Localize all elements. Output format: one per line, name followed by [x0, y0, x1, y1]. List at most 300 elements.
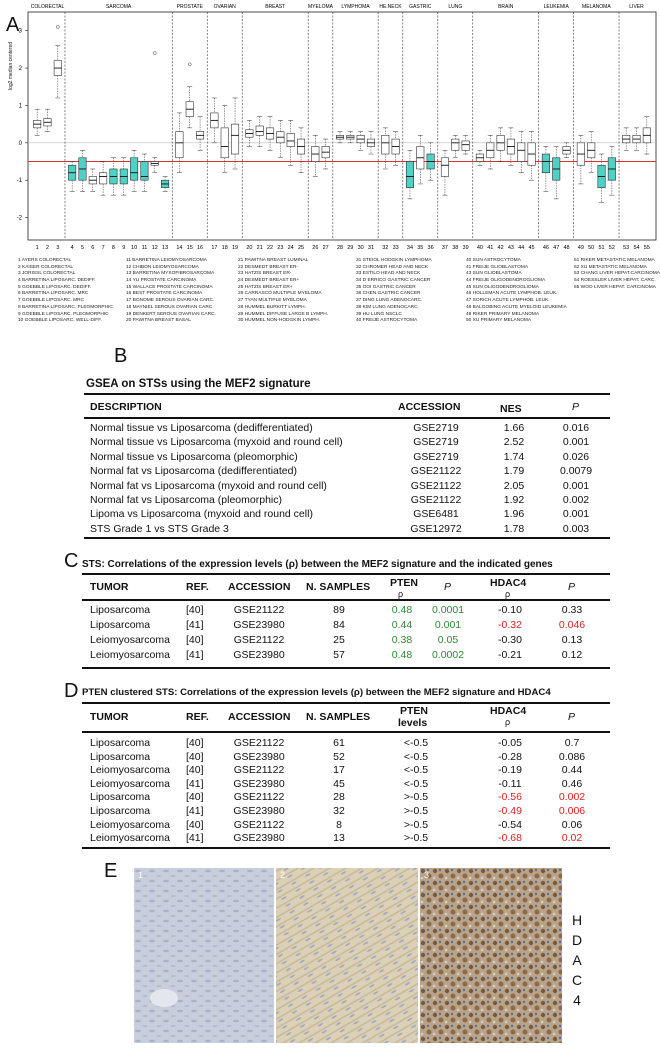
- legend-item: 1 AYERS COLORECTAL: [18, 258, 72, 263]
- table-c-cell-accession: GSE21122: [233, 604, 285, 616]
- table-d-cell-samples: 13: [333, 832, 345, 845]
- table-d-cell-ref: [40]: [186, 764, 204, 777]
- legend-item: 24 DESMEDT BREAST ER+: [238, 278, 300, 284]
- x-tick-label: 42: [497, 245, 504, 251]
- table-c-header-pten: PTEN: [390, 577, 419, 589]
- table-c-cell-accession: GSE23980: [233, 649, 285, 661]
- x-tick-label: 25: [297, 245, 305, 251]
- table-d-cell-tumor: Leiomyosarcoma: [90, 764, 170, 777]
- box-14: [176, 132, 183, 158]
- x-tick-label: 46: [542, 245, 549, 251]
- table-d-cell-rho: -0.56: [498, 791, 522, 804]
- table-c-top-rule: [82, 573, 610, 575]
- x-tick-label: 26: [312, 245, 319, 251]
- x-tick-label: 36: [427, 245, 434, 251]
- legend-item: 18 MAYNIEL SEROUS OVARIAN CARC.: [126, 304, 214, 310]
- table-c-cell-ref: [41]: [186, 619, 204, 631]
- legend-item: 38 KIM LUNG ADENOCARC.: [356, 304, 419, 310]
- table-c-cell-pten-p: 0.001: [434, 619, 462, 631]
- legend-item: 46 HOLLEMAN ACUTE LYMPHOB. LEUK.: [466, 291, 558, 297]
- table-d-header-accession: ACCESSION: [228, 711, 291, 723]
- legend-item: 8 BARRETINA LIPOSARC. PLEOMORPHIC: [18, 304, 113, 310]
- x-tick-label: 45: [528, 245, 535, 251]
- table-c-cell-hdac-p: 0.12: [561, 649, 583, 661]
- table-d-cell-p: 0.06: [561, 818, 583, 831]
- table-d-cell-p: 0.02: [561, 832, 583, 845]
- x-tick-label: 11: [141, 245, 148, 251]
- table-b-cell-description: Normal tissue vs Liposarcoma (dedifferentiated): [90, 422, 313, 434]
- legend-item: 35 OOI GASTRIC CANCER: [356, 284, 416, 290]
- table-b-cell-description: Normal fat vs Liposarcoma (dedifferentiated): [90, 465, 297, 478]
- legend-item: 20 PAWITNA BREAST BASAL: [126, 318, 191, 324]
- table-d-header-levels: levels: [398, 717, 428, 729]
- x-tick-label: 55: [643, 245, 650, 251]
- table-b-cell-p: 0.0079: [559, 465, 593, 478]
- table-d-title: PTEN clustered STS: Correlations of the expression levels (ρ) between the MEF2 signature and HDAC4: [82, 687, 551, 698]
- box-11: [141, 162, 148, 181]
- table-c-header-pten-rho: ρ: [398, 589, 404, 599]
- x-tick-label: 15: [186, 245, 193, 251]
- table-c-title: STS: Correlations of the expression levels (ρ) between the MEF2 signature and the indicated genes: [82, 559, 553, 570]
- table-d-cell-levels: >-0.5: [403, 818, 429, 831]
- side-label-a: A: [572, 952, 582, 968]
- box-18: [221, 128, 228, 158]
- table-c-cell-samples: 89: [333, 604, 345, 616]
- panel-letter-b: B: [114, 345, 128, 367]
- group-label: LYMPHOMA: [341, 4, 370, 10]
- table-d-cell-samples: 61: [333, 737, 345, 749]
- ihc-image-3-texture: [420, 868, 562, 1043]
- legend-item: 40 FREIJE ASTROCYTOMA: [356, 318, 418, 324]
- table-d-bottom-rule: [82, 847, 610, 849]
- group-label: COLORECTAL: [30, 4, 65, 10]
- table-d-cell-accession: GSE21122: [233, 791, 285, 804]
- table-d-cell-levels: <-0.5: [403, 737, 429, 749]
- table-b-header-p: P: [572, 401, 580, 413]
- table-d-cell-ref: [41]: [186, 777, 204, 790]
- x-tick-label: 40: [476, 245, 483, 251]
- legend-item: 14 YU PROSTATE CARCINOMA: [126, 278, 197, 284]
- table-b-cell-nes: 2.05: [503, 479, 525, 492]
- legend-item: 45 SUN OLIGODENDROGLIOMA: [466, 284, 539, 290]
- x-tick-label: 6: [91, 245, 95, 251]
- table-d-cell-rho: -0.49: [498, 805, 522, 817]
- x-tick-label: 16: [197, 245, 204, 251]
- table-c-cell-accession: GSE21122: [233, 634, 285, 646]
- table-c-cell-hdac-rho: -0.32: [498, 619, 522, 631]
- x-tick-label: 19: [231, 245, 239, 251]
- x-tick-label: 27: [322, 245, 329, 251]
- group-label: LIVER: [629, 4, 644, 10]
- table-c-cell-tumor: Liposarcoma: [90, 619, 151, 631]
- x-tick-label: 51: [598, 245, 605, 251]
- legend-item: 11 BARRETINA LEIOMYOSARCOMA: [126, 258, 207, 263]
- panel-letter-e: E: [104, 860, 118, 882]
- box-39: [462, 141, 469, 150]
- table-d-header-rho: ρ: [505, 717, 511, 727]
- group-label: GASTRIC: [409, 4, 432, 10]
- x-tick-label: 43: [507, 245, 514, 251]
- table-b-cell-p: 0.001: [562, 436, 590, 449]
- table-c-header-pten-p: P: [444, 581, 452, 593]
- table-b-cell-description: STS Grade 1 vs STS Grade 3: [90, 522, 229, 535]
- legend-item: 23 HATZIS BREAST ER-: [238, 271, 292, 277]
- table-d-cell-p: 0.006: [558, 805, 586, 817]
- legend-item: 40 SUN ASTROCYTOMA: [466, 258, 521, 263]
- legend-item: 4 BARRETINA LIPOSARC. DEDIFF.: [18, 278, 96, 284]
- table-b-cell-p: 0.016: [562, 422, 590, 434]
- table-d-cell-samples: 17: [333, 764, 345, 777]
- table-d-cell-samples: 28: [333, 791, 345, 804]
- table-c-cell-pten-p: 0.05: [437, 634, 459, 646]
- legend-item: 53 CHANG LIVER HEPAT.CARCINOMA: [574, 271, 660, 277]
- legend-item: 12 CHIBON LEIOMYOSARCOMA: [126, 264, 199, 270]
- group-label: MELANOMA: [582, 4, 611, 10]
- box-46: [542, 154, 549, 173]
- x-tick-label: 39: [462, 245, 469, 251]
- table-b-cell-description: Normal fat vs Liposarcoma (pleomorphic): [90, 494, 282, 506]
- table-d-cell-p: 0.002: [558, 791, 586, 804]
- x-tick-label: 22: [266, 245, 274, 251]
- x-tick-label: 38: [452, 245, 459, 251]
- y-tick-label: -1: [16, 178, 22, 185]
- table-d-cell-samples: 8: [336, 818, 342, 831]
- x-tick-label: 47: [553, 245, 560, 251]
- panel-letter-d: D: [64, 680, 79, 702]
- group-label: LUNG: [448, 4, 463, 10]
- table-b-header-description: DESCRIPTION: [90, 401, 162, 413]
- table-d-cell-tumor: Leiomyosarcoma: [90, 832, 170, 845]
- y-tick-label: 1: [18, 103, 22, 110]
- side-label-h: H: [571, 912, 583, 928]
- table-d-cell-p: 0.086: [558, 750, 586, 763]
- x-tick-label: 1: [35, 245, 39, 251]
- table-c-header-hdac4: HDAC4: [490, 577, 527, 589]
- table-c-header-hdac-p: P: [568, 581, 576, 593]
- table-b-cell-description: Normal fat vs Liposarcoma (myxoid and round cell): [90, 479, 327, 492]
- side-label-4: 4: [573, 992, 581, 1008]
- table-b-cell-accession: GSE21122: [410, 465, 462, 478]
- table-c-cell-pten-p: 0.0002: [431, 649, 465, 661]
- ihc-image-2-texture: [276, 868, 418, 1043]
- table-b-cell-accession: GSE21122: [410, 494, 462, 506]
- table-d-cell-tumor: Leiomyosarcoma: [90, 777, 170, 790]
- box-44: [518, 143, 525, 162]
- table-d-cell-rho: -0.54: [498, 818, 522, 831]
- y-tick-label: 3: [18, 28, 22, 35]
- table-c-cell-hdac-rho: -0.30: [498, 634, 522, 646]
- group-label: SARCOMA: [105, 4, 132, 10]
- table-c-cell-tumor: Leiomyosarcoma: [90, 634, 170, 646]
- table-c-header-tumor: TUMOR: [90, 581, 129, 593]
- legend-item: 15 WALLACE PROSTATE CARCINOMA: [126, 284, 213, 290]
- x-tick-label: 29: [347, 245, 354, 251]
- legend-item: 26 CARRASCO MULTIPLE MYELOMA: [238, 291, 322, 297]
- box-24: [287, 133, 294, 146]
- table-c-cell-hdac-rho: -0.10: [498, 604, 522, 616]
- table-b-cell-nes: 1.96: [503, 508, 525, 521]
- table-d-cell-accession: GSE23980: [233, 777, 285, 790]
- x-tick-label: 21: [256, 245, 263, 251]
- table-d-cell-levels: <-0.5: [403, 764, 429, 777]
- group-label: LEUKEMIA: [543, 4, 569, 10]
- table-b-cell-nes: 1.66: [503, 422, 525, 434]
- table-b-cell-p: 0.001: [562, 479, 590, 492]
- table-b-cell-accession: GSE12972: [410, 522, 462, 535]
- x-tick-label: 33: [392, 245, 399, 251]
- side-label-d: D: [571, 932, 583, 948]
- x-tick-label: 17: [211, 245, 218, 251]
- legend-item: 21 PAWITNA BREAST LUMINAL: [238, 258, 309, 263]
- legend-item: 54 ROESSLER LIVER HEPAT. CARC.: [574, 278, 656, 284]
- legend-item: 10 GOEBBLE LIPOSARC. WELL-DIFF.: [18, 318, 102, 324]
- x-tick-label: 54: [633, 245, 640, 251]
- box-34: [406, 162, 413, 188]
- table-d-cell-levels: >-0.5: [403, 805, 429, 817]
- table-b-cell-nes: 1.74: [503, 450, 525, 463]
- table-d-cell-levels: >-0.5: [403, 832, 429, 845]
- legend-item: 50 XU PRIMARY MELANOMA: [466, 318, 532, 324]
- panel-letter-a: A: [6, 14, 20, 36]
- table-d-cell-levels: >-0.5: [403, 791, 429, 804]
- ihc-image-1-number: 1: [138, 870, 144, 880]
- table-c-cell-ref: [40]: [186, 604, 204, 616]
- table-d-cell-ref: [41]: [186, 805, 204, 817]
- x-tick-label: 31: [367, 245, 375, 251]
- table-c-cell-samples: 25: [333, 634, 345, 646]
- x-tick-label: 23: [277, 245, 284, 251]
- table-d-header-p: P: [568, 711, 576, 723]
- table-c-cell-pten-rho: 0.48: [391, 649, 413, 661]
- x-tick-label: 52: [608, 245, 615, 251]
- y-tick-label: 0: [18, 140, 22, 147]
- side-label-c: C: [571, 972, 583, 988]
- table-c-header-ref: REF.: [186, 581, 209, 593]
- y-tick-label: -2: [16, 215, 22, 222]
- box-21: [256, 126, 263, 135]
- table-d-cell-accession: GSE21122: [233, 764, 285, 777]
- table-d-cell-samples: 32: [333, 805, 345, 817]
- table-b-cell-nes: 1.79: [503, 465, 525, 478]
- table-b-header-accession: ACCESSION: [398, 401, 461, 413]
- x-tick-label: 50: [588, 245, 595, 251]
- legend-item: 27 TYAN MULTIPLE MYELOMA: [238, 298, 307, 304]
- plot-frame: [28, 12, 656, 240]
- ihc-image-1: [134, 868, 274, 1043]
- table-c-cell-pten-rho: 0.48: [391, 604, 413, 616]
- x-tick-label: 20: [246, 245, 253, 251]
- table-d-cell-ref: [40]: [186, 818, 204, 831]
- table-d-header-hdac4: HDAC4: [490, 705, 527, 717]
- table-d-cell-ref: [40]: [186, 750, 204, 763]
- legend-item: 5 GOEBBLE LIPOSARC. DEDIFF.: [18, 284, 92, 290]
- panel-a-legend: [18, 258, 658, 328]
- ihc-image-1-texture: [134, 868, 274, 1043]
- table-d-cell-samples: 45: [333, 777, 345, 790]
- x-tick-label: 34: [406, 245, 414, 251]
- x-tick-label: 30: [357, 245, 364, 251]
- table-c-cell-tumor: Leiomyosarcoma: [90, 649, 170, 661]
- group-label: PROSTATE: [176, 4, 203, 10]
- legend-item: 41 FREIJE GLIOBLASTOMA: [466, 264, 529, 270]
- table-d-header-tumor: TUMOR: [90, 711, 129, 723]
- table-d-cell-rho: -0.28: [498, 750, 522, 763]
- x-tick-label: 10: [131, 245, 138, 251]
- legend-item: 52 XU METASTATIC MELANOMA: [574, 264, 647, 270]
- table-c-header-rule: [82, 599, 610, 601]
- table-b-cell-accession: GSE2719: [413, 450, 459, 463]
- ihc-image-2-number: 2: [280, 870, 286, 880]
- legend-item: 44 FREIJE OLIGODENDROGLIOMA: [466, 278, 546, 284]
- ihc-image-3-number: 3: [424, 870, 430, 880]
- legend-item: 55 WOO LIVER HEPAT. CARCINOMA: [574, 284, 656, 290]
- x-tick-label: 13: [162, 245, 169, 251]
- table-d-cell-tumor: Liposarcoma: [90, 805, 151, 817]
- y-tick-label: 2: [18, 66, 22, 73]
- box-38: [452, 139, 459, 150]
- x-tick-label: 12: [151, 245, 158, 251]
- legend-item: 51 RIKER METASTATIC MELANOMA: [574, 258, 655, 263]
- table-c-header-hdac-rho: ρ: [505, 589, 511, 599]
- table-b-cell-p: 0.002: [562, 494, 590, 506]
- x-tick-label: 35: [417, 245, 424, 251]
- table-c-cell-pten-p: 0.0001: [431, 604, 465, 616]
- table-b-title: GSEA on STSs using the MEF2 signature: [86, 378, 311, 390]
- table-c-header-accession: ACCESSION: [228, 581, 291, 593]
- group-label: OVARIAN: [213, 4, 236, 10]
- table-b-cell-accession: GSE2719: [413, 422, 459, 434]
- legend-item: 32 CHROMER HEAD AND NECK: [356, 264, 428, 270]
- x-tick-label: 7: [101, 245, 105, 251]
- x-tick-label: 41: [487, 245, 494, 251]
- x-tick-label: 37: [441, 245, 449, 251]
- table-d-cell-ref: [40]: [186, 791, 204, 804]
- table-c-cell-tumor: Liposarcoma: [90, 604, 151, 616]
- group-label: MYELOMA: [308, 4, 334, 10]
- table-d-cell-p: 0.46: [561, 777, 583, 790]
- table-c-cell-pten-rho: 0.44: [391, 619, 413, 631]
- table-b-cell-description: Normal tissue vs Liposarcoma (pleomorphic): [90, 450, 298, 463]
- table-b-top-rule: [84, 393, 610, 395]
- x-tick-label: 32: [382, 245, 389, 251]
- table-d-cell-accession: GSE21122: [233, 737, 285, 749]
- x-tick-label: 3: [56, 245, 60, 251]
- box-19: [231, 124, 238, 154]
- y-axis-label: log2 median centered: [8, 41, 14, 90]
- table-c-cell-samples: 84: [333, 619, 345, 631]
- table-b-cell-description: Normal tissue vs Liposarcoma (myxoid and round cell): [90, 436, 343, 449]
- ihc-image-3: [420, 868, 562, 1043]
- table-d-cell-tumor: Leiomyosarcoma: [90, 818, 170, 831]
- table-c-cell-hdac-p: 0.13: [561, 634, 583, 646]
- table-b-header-nes: NES: [500, 403, 522, 415]
- table-d-cell-rho: -0.11: [498, 777, 522, 790]
- table-b-cell-p: 0.003: [562, 522, 590, 535]
- table-c-cell-hdac-p: 0.046: [558, 619, 586, 631]
- x-tick-label: 9: [122, 245, 126, 251]
- legend-item: 39 HU LUNG NSCLC: [356, 311, 402, 317]
- legend-item: 47 SORICH ACUTE LYMPHOB. LEUK.: [466, 298, 550, 304]
- table-d-cell-levels: <-0.5: [403, 750, 429, 763]
- x-tick-label: 14: [176, 245, 183, 251]
- table-b-cell-p: 0.001: [562, 508, 590, 521]
- table-d-cell-rho: -0.68: [498, 832, 522, 845]
- table-c-cell-ref: [40]: [186, 634, 204, 646]
- legend-item: 28 HUMMEL BURKITT LYMPH.: [238, 304, 306, 310]
- legend-item: 49 RIKER PRIMARY MELANOMA: [466, 311, 540, 317]
- x-tick-label: 49: [577, 245, 584, 251]
- group-label: HE.NECK: [379, 4, 402, 10]
- table-d-cell-rho: -0.05: [498, 737, 522, 749]
- table-d-cell-p: 0.7: [564, 737, 580, 749]
- legend-item: 43 SUN GLIOBLASTOMA: [466, 271, 522, 277]
- table-b-header-rule: [84, 417, 610, 419]
- table-c-cell-ref: [41]: [186, 649, 204, 661]
- legend-item: 36 CHEN GASTRIC CANCER: [356, 291, 421, 297]
- table-d-header-pten: PTEN: [400, 705, 429, 717]
- x-tick-label: 28: [336, 245, 344, 251]
- x-tick-label: 5: [80, 245, 85, 251]
- box-outlier: [153, 52, 156, 55]
- legend-item: 31 STEIOL HODGKIN LYMPHOMA: [356, 258, 432, 263]
- table-d-cell-tumor: Liposarcoma: [90, 750, 151, 763]
- legend-item: 7 GOEBBLE LIPOSARC. MRC: [18, 298, 85, 304]
- legend-item: 37 DING LUNG ADENOCARC.: [356, 298, 423, 304]
- legend-item: 22 DESMEDT BREAST ER-: [238, 264, 299, 270]
- table-d-cell-rho: -0.19: [498, 764, 522, 777]
- table-d-header-ref: REF.: [186, 711, 209, 723]
- x-tick-label: 18: [221, 245, 228, 251]
- table-d-cell-samples: 52: [333, 750, 345, 763]
- box-outlier: [56, 25, 59, 28]
- x-tick-label: 8: [111, 245, 115, 251]
- ihc-image-2: [276, 868, 418, 1043]
- legend-item: 30 HUMMEL NON-HODGKIN LYMPH.: [238, 318, 321, 324]
- table-c-cell-hdac-rho: -0.21: [498, 649, 522, 661]
- table-c-cell-samples: 57: [333, 649, 345, 661]
- group-label: BRAIN: [498, 4, 514, 10]
- table-d-cell-accession: GSE23980: [233, 832, 285, 845]
- table-c-bottom-rule: [82, 667, 610, 669]
- table-b-cell-accession: GSE6481: [413, 508, 459, 521]
- legend-item: 16 BEST PROSTATE CARCINOMA: [126, 291, 203, 297]
- table-d-cell-accession: GSE23980: [233, 750, 285, 763]
- legend-item: 48 BALGOBING ACUTE MYELOID LEUKEMIA: [466, 304, 567, 310]
- table-b-cell-accession: GSE21122: [410, 479, 462, 492]
- table-d-cell-levels: <-0.5: [403, 777, 429, 790]
- table-d-header-rule: [82, 731, 610, 733]
- table-b-cell-nes: 2.52: [503, 436, 525, 449]
- table-c-cell-hdac-p: 0.33: [561, 604, 583, 616]
- group-label: BREAST: [265, 4, 286, 10]
- legend-item: 19 DENKERT SEROUS OVARIAN CARC.: [126, 311, 216, 317]
- legend-item: 25 HATZIS BREAST ER+: [238, 284, 293, 290]
- table-c-cell-accession: GSE23980: [233, 619, 285, 631]
- legend-item: 9 GOEBBLE LIPOSARC. PLEOMORPHIC: [18, 311, 109, 317]
- x-tick-label: 2: [45, 245, 50, 251]
- box-10: [130, 158, 137, 180]
- legend-item: 13 BARRETINA MYXOFIBROSARCOMA: [126, 271, 215, 277]
- legend-item: 29 HUMMEL DIFFUSE LARGE B LYMPH.: [238, 311, 329, 317]
- legend-item: 33 ESTILO HEAD AND NECK: [356, 271, 421, 277]
- table-d-cell-tumor: Liposarcoma: [90, 737, 151, 749]
- legend-item: 3 JORISSL COLORECTAL: [18, 271, 76, 277]
- x-tick-label: 24: [287, 245, 294, 251]
- box-32: [382, 135, 389, 154]
- x-tick-label: 4: [70, 245, 74, 251]
- legend-item: 6 BARRETINA LIPOSARC. MRC: [18, 291, 89, 297]
- x-tick-label: 48: [563, 245, 570, 251]
